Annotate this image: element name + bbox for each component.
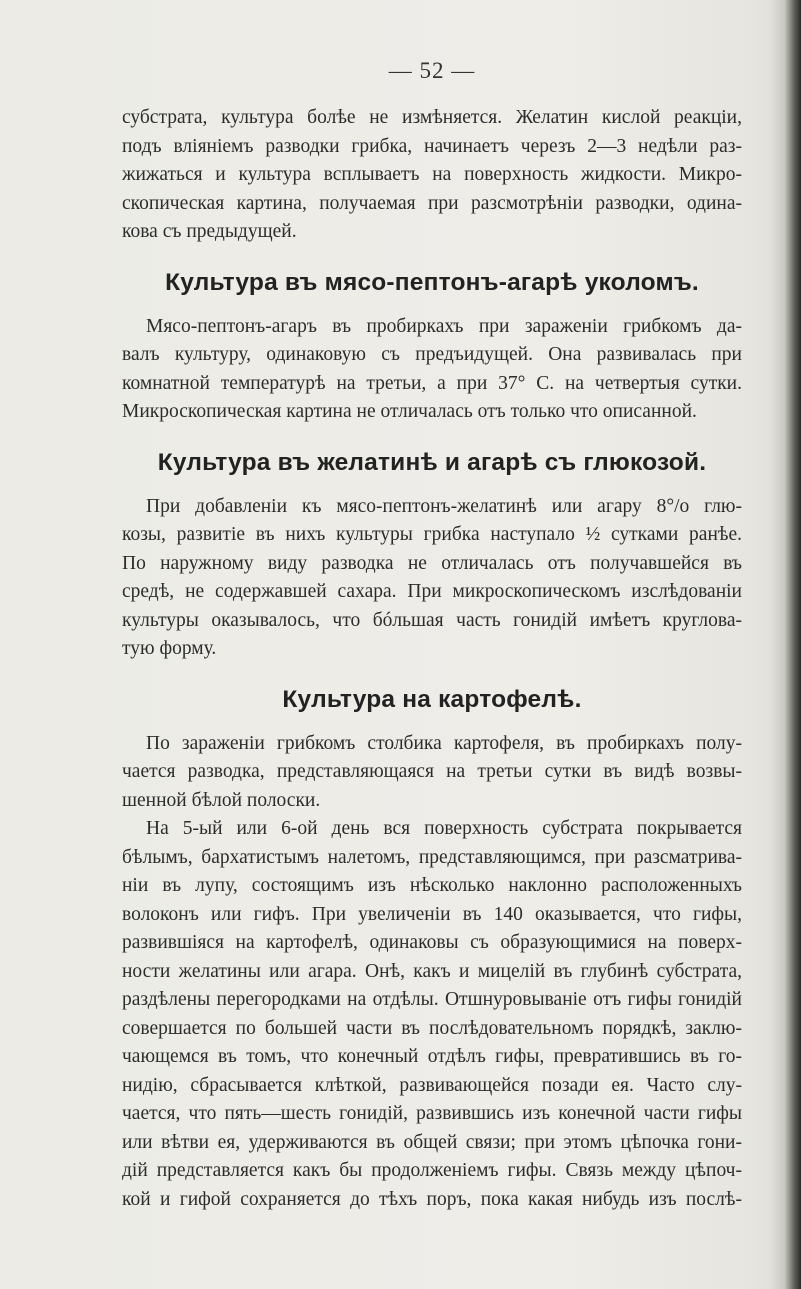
- text-line: волоконъ или гифъ. При увеличеніи въ 140 оказывается, что гифы,: [122, 903, 742, 925]
- text-line: По наружному виду разводка не отличалась отъ получавшейся въ: [122, 552, 742, 574]
- text-line: По зараженіи грибкомъ столбика картофеля, въ пробиркахъ полу-: [146, 732, 742, 754]
- text-line: развившіяся на картофелѣ, одинаковы съ образующимися на поверх-: [122, 932, 742, 953]
- text-line: подъ вліяніемъ разводки грибка, начинаетъ черезъ 2—3 недѣли раз-: [122, 135, 742, 157]
- text-line: комнатной температурѣ на третьи, а при 37° С. на четвертыя сутки.: [122, 372, 742, 394]
- text-line: субстрата, культура болѣе не измѣняется. Желатин кислой реакціи,: [122, 107, 742, 128]
- text-line: средѣ, не содержавшей сахара. При микроскопическомъ изслѣдованіи: [122, 581, 742, 602]
- text-line: бѣлымъ, бархатистымъ налетомъ, представляющимся, при разсматрива-: [122, 846, 742, 868]
- page-number: — 52 —: [388, 58, 476, 83]
- section-heading: Культура въ желатинѣ и агарѣ съ глюкозой.: [157, 448, 707, 476]
- section-heading: Культура въ мясо-пептонъ-агарѣ уколомъ.: [165, 268, 699, 296]
- intro-paragraph: [122, 104, 742, 247]
- text-line: тую форму.: [122, 638, 217, 659]
- text-line: культуры оказывалось, что бóльшая часть гонидій имѣетъ круглова-: [122, 609, 742, 631]
- text-line: кой и гифой сохраняется до тѣхъ поръ, пока какая нибудь изъ послѣ-: [122, 1188, 742, 1210]
- text-line: чается, что пять—шесть гонидій, развившись изъ конечной части гифы: [122, 1103, 742, 1124]
- text-line: чающемся въ томъ, что конечный отдѣлъ гифы, превратившись въ го-: [122, 1046, 742, 1067]
- text-line: ности желатины или агара. Онѣ, какъ и мицелій въ глубинѣ субстрата,: [122, 960, 742, 982]
- text-line: козы, развитіе въ нихъ культуры грибка наступало ½ сутками ранѣе.: [122, 524, 742, 545]
- text-line: нидію, сбрасывается клѣткой, развивающейся позади ея. Часто слу-: [122, 1074, 742, 1096]
- text-line: чается разводка, представляющаяся на третьи сутки въ видѣ возвы-: [122, 761, 742, 782]
- text-line: скопическая картина, получаемая при разсмотрѣніи разводки, одина-: [122, 192, 742, 214]
- section-paragraph: [122, 730, 742, 816]
- text-line: При добавленіи къ мясо-пептонъ-желатинѣ или агару 8°/o глю-: [146, 495, 742, 517]
- text-line: Микроскопическая картина не отличалась отъ только что описанной.: [122, 401, 697, 422]
- text-line: совершается по большей части въ послѣдовательномъ порядкѣ, заклю-: [122, 1017, 742, 1039]
- section-paragraph: [122, 313, 742, 427]
- section-paragraph: [122, 815, 742, 1214]
- text-line: ніи въ лупу, состоящимъ изъ нѣсколько наклонно расположенныхъ: [122, 875, 742, 896]
- text-line: или вѣтви ея, удерживаются въ общей связи; при этомъ цѣпочка гони-: [122, 1131, 742, 1153]
- text-line: раздѣлены перегородками на отдѣлы. Отшнуровываніе отъ гифы гонидій: [122, 989, 742, 1010]
- page-edge-shadow: [771, 0, 801, 1289]
- text-line: валъ культуру, одинаковую съ предъидущей. Она развивалась при: [122, 344, 742, 365]
- page-content: [122, 58, 742, 1214]
- text-line: Мясо-пептонъ-агаръ въ пробиркахъ при зараженіи грибкомъ да-: [146, 315, 742, 337]
- text-line: шенной бѣлой полоски.: [122, 789, 321, 811]
- text-line: кова съ предыдущей.: [122, 221, 297, 242]
- section-heading: Культура на картофелѣ.: [282, 685, 582, 713]
- section-paragraph: [122, 493, 742, 664]
- text-line: На 5-ый или 6-ой день вся поверхность субстрата покрывается: [146, 818, 742, 839]
- text-line: жижаться и культура всплываетъ на поверхность жидкости. Микро-: [122, 164, 742, 185]
- text-line: дій представляется какъ бы продолженіемъ гифы. Связь между цѣпоч-: [122, 1160, 742, 1181]
